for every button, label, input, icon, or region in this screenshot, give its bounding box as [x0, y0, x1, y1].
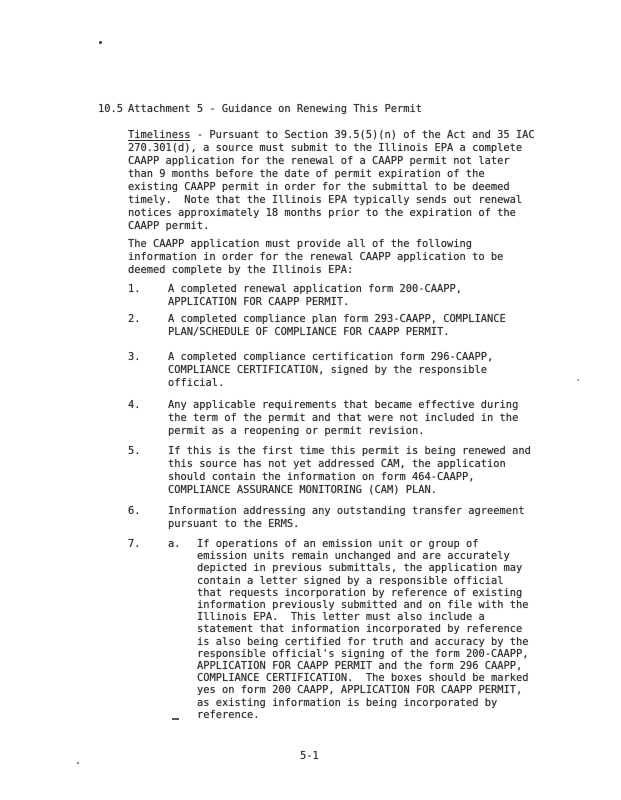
list-item-4-text: Any applicable requirements that became effective during the term of the permit and that were not included in the permit as a reopening or permit revision.: [168, 399, 519, 437]
section-title: Attachment 5 - Guidance on Renewing This Permit: [128, 103, 423, 115]
timeliness-first-line-rest: - Pursuant to Section 39.5(5)(n) of the Act and 35 IAC: [190, 129, 535, 141]
list-item-6-number: 6.: [128, 505, 141, 517]
list-item-4: [128, 399, 518, 438]
list-item-1: [128, 283, 462, 309]
scan-stray-dash: [172, 718, 179, 720]
list-item-6-text: Information addressing any outstanding transfer agreement pursuant to the ERMS.: [168, 505, 525, 530]
list-item-6: [128, 505, 525, 531]
list-item-7-number: 7.: [128, 538, 141, 550]
list-item-2-number: 2.: [128, 313, 141, 325]
scan-speck-bottom: [77, 762, 79, 764]
scan-speck-right: [577, 379, 579, 381]
timeliness-lead-underlined: Timeliness: [128, 129, 191, 141]
list-item-2-text: A completed compliance plan form 293-CAAPP, COMPLIANCE PLAN/SCHEDULE OF COMPLIANCE FOR CAAPP PERMIT.: [168, 313, 506, 338]
list-item-3-text: A completed compliance certification form 296-CAAPP, COMPLIANCE CERTIFICATION, signed by the responsible official.: [168, 351, 494, 389]
list-item-5-number: 5.: [128, 445, 141, 457]
scan-speck-top: [99, 41, 102, 44]
section-heading: [98, 103, 422, 116]
list-item-5-text: If this is the first time this permit is being renewed and this source has not yet addressed CAM, the application should contain the information on form 464-CAAPP, COMPLIANCE ASSURANCE MONITORING (CAM) PLAN.: [168, 445, 531, 496]
list-item-1-number: 1.: [128, 283, 141, 295]
timeliness-first-line: [128, 129, 535, 142]
section-number: 10.5: [98, 103, 124, 115]
list-item-1-text: A completed renewal application form 200-CAAPP, APPLICATION FOR CAAPP PERMIT.: [168, 283, 463, 308]
timeliness-body-lines: 270.301(d), a source must submit to the Illinois EPA a complete CAAPP application for the renewal of a CAAPP permit not later than 9 months before the date of permit expiration of the existing CAAPP permit in order for the submittal to be deemed timely. Note that the Illinois EPA typically sends out renewal notices approximately 18 months prior to the expiration of the CAAPP permit.: [128, 142, 523, 232]
list-item-2: [128, 313, 506, 339]
page-number: 5-1: [300, 750, 319, 762]
paragraph-timeliness: [128, 129, 535, 233]
list-item-7a-letter: a.: [168, 538, 181, 550]
list-item-7: [128, 538, 529, 721]
list-item-7a: [168, 538, 529, 721]
paragraph-intro: The CAAPP application must provide all of the following information in order for the renewal CAAPP application to be deemed complete by the Illinois EPA:: [128, 238, 504, 276]
list-item-4-number: 4.: [128, 399, 141, 411]
list-item-7a-text: If operations of an emission unit or group of emission units remain unchanged and are accurately depicted in previous submittals, the application may contain a letter signed by a responsible official that requests incorporation by reference of existing information previously submitted and on file with the Illinois EPA. This letter must also include a statement that information incorporated by reference is also being certified for truth and accuracy by the responsible official's signing of the form 200-CAAPP, APPLICATION FOR CAAPP PERMIT and the form 296 CAAPP, COMPLIANCE CERTIFICATION. The boxes should be marked yes on form 200 CAAPP, APPLICATION FOR CAAPP PERMIT, as existing information is being incorporated by reference.: [197, 538, 529, 721]
list-item-5: [128, 445, 531, 497]
list-item-3-number: 3.: [128, 351, 141, 363]
list-item-3: [128, 351, 493, 390]
